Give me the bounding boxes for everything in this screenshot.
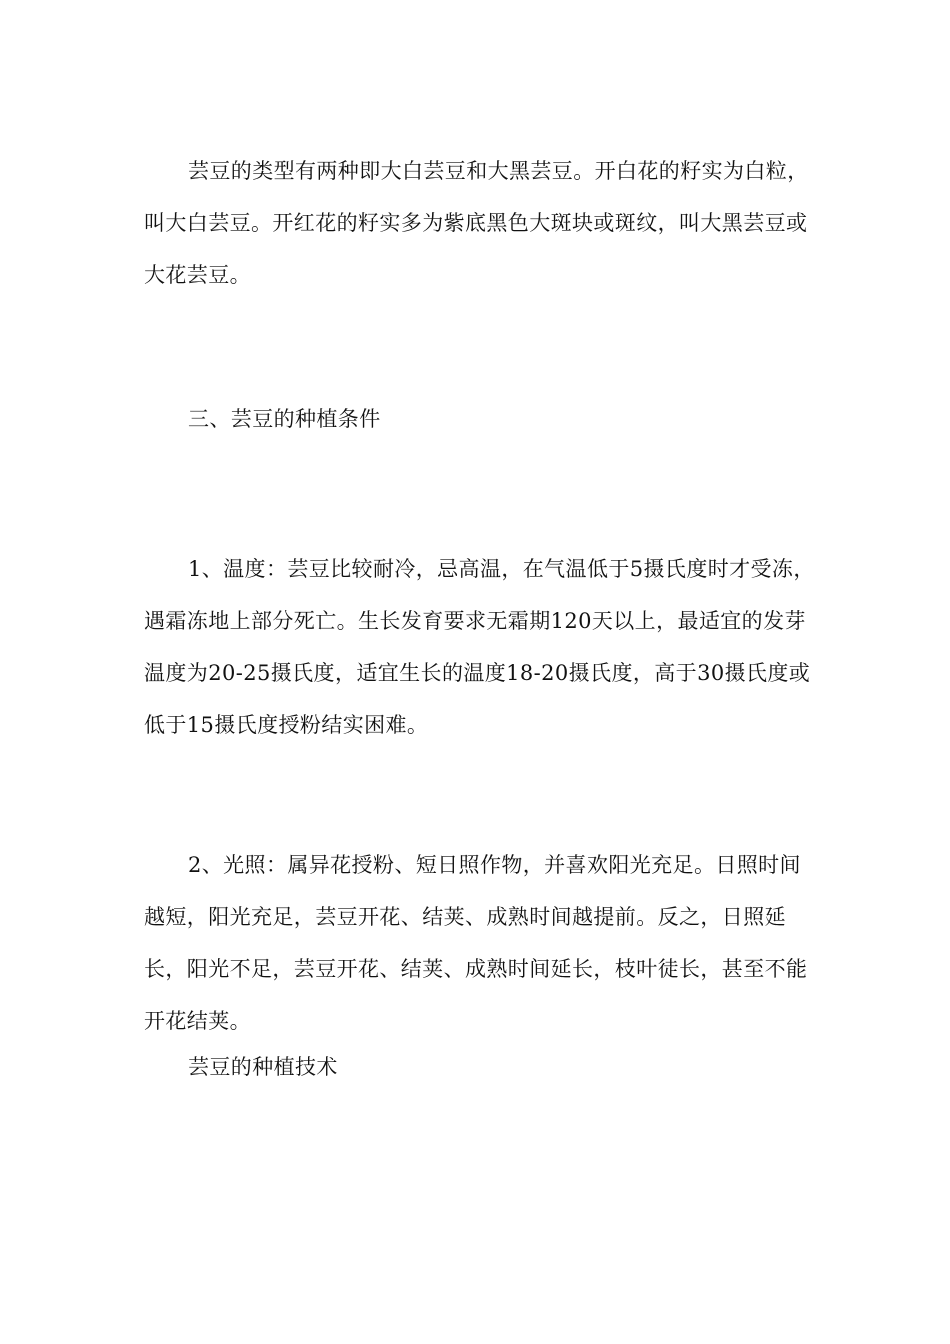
paragraph-bean-types: 芸豆的类型有两种即大白芸豆和大黑芸豆。开白花的籽实为白粒，叫大白芸豆。开红花的籽实多为紫底黑色大斑块或斑纹，叫大黑芸豆或大花芸豆。 [144, 159, 809, 287]
section-heading-planting-conditions: 三、芸豆的种植条件 [188, 407, 381, 431]
paragraph-temperature: 1、温度：芸豆比较耐冷，忌高温，在气温低于5摄氏度时才受冻，遇霜冻地上部分死亡。生长发育要求无霜期120天以上，最适宜的发芽温度为20-25摄氏度，适宜生长的温度18-20摄氏度，高于30摄氏度或低于15摄氏度授粉结实困难。 [144, 557, 815, 737]
paragraph-light: 2、光照：属异花授粉、短日照作物，并喜欢阳光充足。日照时间越短，阳光充足，芸豆开花、结荚、成熟时间越提前。反之，日照延长，阳光不足，芸豆开花、结荚、成熟时间延长，枝叶徒长，甚至不能开花结荚。 [144, 853, 808, 1033]
section-heading-planting-techniques: 芸豆的种植技术 [188, 1055, 338, 1079]
